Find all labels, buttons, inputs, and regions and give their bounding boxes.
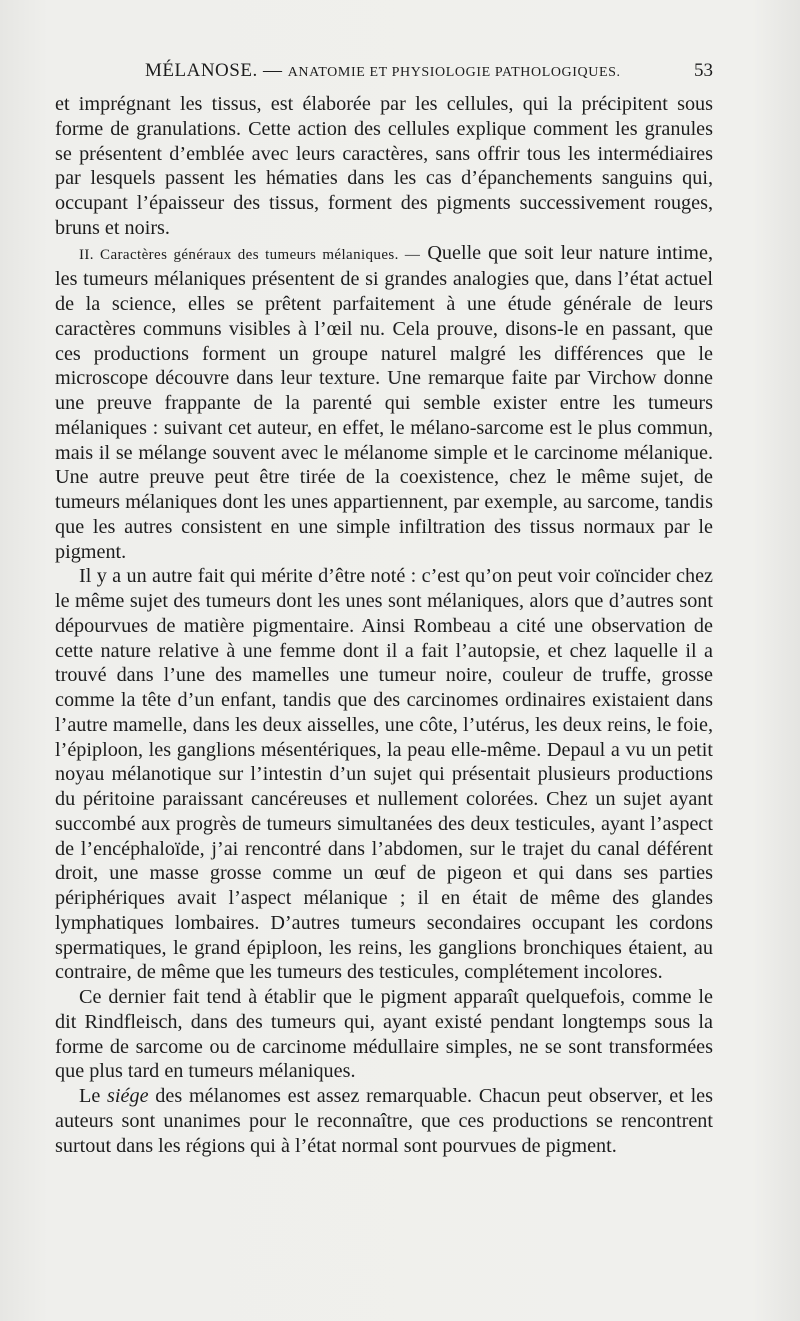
page-number: 53 [694,60,713,81]
paragraph-1: et imprégnant les tissus, est élaborée par les cellules, qui la précipitent sous forme de granulations. Cette action des cellules explique comment les granules se présentent d’emblée avec leurs caractères, sans offrir tous les intermédiaires par lesquels passent les hématies dans les cas d’épanchements sanguins qui, occupant l’épaisseur des tissus, forment des pigments successivement rouges, bruns et noirs. [55,93,713,239]
body-text [55,92,713,1158]
paragraph-2: II. Caractères généraux des tumeurs mélaniques. — Quelle que soit leur nature intime, les tumeurs mélaniques présentent de si grandes analogies que, dans l’état actuel de la science, elles se prêtent parfaitement à une étude générale de leurs caractères communs visibles à l’œil nu. Cela prouve, disons-le en passant, que ces productions forment un groupe naturel malgré les différences que le microscope découvre dans leur texture. Une remarque faite par Virchow donne une preuve frappante de la parenté qui semble exister entre les tumeurs mélaniques : suivant cet auteur, en effet, le mélano-sarcome est le plus commun, mais il se mélange souvent avec le mélanome simple et le carcinome mélanique. Une autre preuve peut être tirée de la coexistence, chez le même sujet, de tumeurs mélaniques dont les unes appartiennent, par exemple, au sarcome, tandis que les autres consistent en une simple infiltration des tissus normaux par le pigment. [55,241,713,563]
header-section: ANATOMIE ET PHYSIOLOGIE PATHOLOGIQUES. [287,65,621,80]
section-heading: II. Caractères généraux des tumeurs mélaniques. — [79,246,421,263]
paragraph-4: Ce dernier fait tend à établir que le pigment apparaît quelquefois, comme le dit Rindfleisch, dans des tumeurs qui, ayant existé pendant longtemps sous la forme de sarcome ou de carcinome médullaire simples, ne se sont transformées que plus tard en tumeurs mélaniques. [55,986,713,1083]
emphasis-siege: siége [107,1085,149,1107]
header-title: MÉLANOSE. — ANATOMIE ET PHYSIOLOGIE PATHOLOGIQUES. [145,60,621,81]
paragraph-5: Le siége des mélanomes est assez remarquable. Chacun peut observer, et les auteurs sont unanimes pour le reconnaître, que ces productions se rencontrent surtout dans les régions qui à l’état normal sont pourvues de pigment. [55,1085,713,1157]
running-header [55,60,713,86]
paragraph-3: Il y a un autre fait qui mérite d’être noté : c’est qu’on peut voir coïncider chez le même sujet des tumeurs dont les unes sont mélaniques, alors que d’autres sont dépourvues de matière pigmentaire. Ainsi Rombeau a cité une observation de cette nature relative à une femme dont il a fait l’autopsie, et chez laquelle il a trouvé dans l’une des mamelles une tumeur noire, couleur de truffe, grosse comme la tête d’un enfant, tandis que des carcinomes ordinaires existaient dans l’autre mamelle, dans les deux aisselles, une côte, l’utérus, les deux reins, le foie, l’épiploon, les ganglions mésentériques, la peau elle-même. Depaul a vu un petit noyau mélanotique sur l’intestin d’un sujet qui présentait plusieurs productions du péritoine paraissant cancéreuses et nullement colorées. Chez un sujet ayant succombé aux progrès de tumeurs simultanées des deux testicules, ayant l’aspect de l’encéphaloïde, j’ai rencontré dans l’abdomen, sur le trajet du canal déférent droit, une masse grosse comme un œuf de pigeon et qui dans ses parties périphériques avait l’aspect mélanique ; il en était de même des glandes lymphatiques lombaires. D’autres tumeurs secondaires occupant les cordons spermatiques, le grand épiploon, les reins, les ganglions bronchiques étaient, au contraire, de même que les tumeurs des testicules, complétement incolores. [55,565,713,984]
